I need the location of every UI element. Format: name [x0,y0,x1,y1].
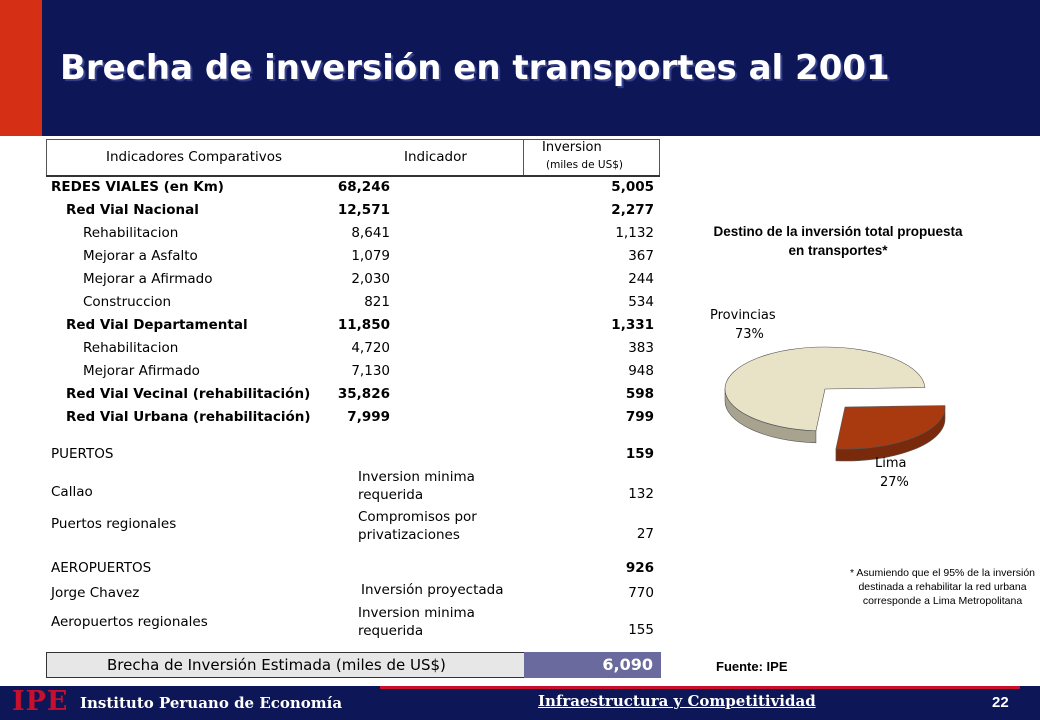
row-investment: 132 [628,486,654,502]
institute-name: Instituto Peruano de Economía [80,694,343,712]
total-label: Brecha de Inversión Estimada (miles de US$) [107,656,446,674]
footer-red-line [380,686,1020,689]
pie-category-provincias: Provincias [710,308,776,323]
row-label: Aeropuertos regionales [51,614,208,630]
row-investment: 2,277 [611,202,654,218]
row-indicator: 35,826 [337,386,390,402]
page-number: 22 [992,694,1009,711]
footer-band [0,686,1040,720]
row-indicator-line2: requerida [358,623,424,639]
row-investment: 383 [628,340,654,356]
row-label: PUERTOS [51,446,114,462]
row-label: Puertos regionales [51,516,177,532]
row-indicator: 2,030 [351,271,390,287]
col-header-inversion-unit: (miles de US$) [546,159,624,171]
row-label: Callao [51,484,93,500]
row-label: Jorge Chavez [51,585,140,601]
row-indicator: 821 [364,294,390,310]
row-indicator-line2: requerida [358,487,424,503]
col-header-indicador: Indicador [404,149,467,165]
row-label: Red Vial Vecinal (rehabilitación) [66,386,311,402]
footnote: * Asumiendo que el 95% de la inversión destinada a rehabilitar la red urbana corresponde a Lima Metropolitana [849,567,1036,607]
row-label: Mejorar a Asfalto [83,248,198,264]
row-indicator-line1: Inversion minima [358,605,475,621]
col-header-indicadores: Indicadores Comparativos [106,149,283,165]
row-investment: 534 [628,294,654,310]
row-indicator: 12,571 [337,202,390,218]
row-label: Rehabilitacion [83,340,179,356]
row-indicator: Inversión proyectada [361,582,504,598]
row-investment: 5,005 [611,179,654,195]
row-indicator: 4,720 [351,340,390,356]
ipe-logo: IPE [12,686,69,717]
row-indicator: 8,641 [351,225,390,241]
row-indicator: 7,130 [351,363,390,379]
section-name: Infraestructura y Competitividad [538,692,816,710]
row-label: AEROPUERTOS [51,560,152,576]
row-indicator-line1: Compromisos por [358,509,477,525]
row-investment: 1,331 [611,317,654,333]
row-investment: 155 [628,622,654,638]
row-indicator: 7,999 [347,409,390,425]
pie-category-lima: Lima [875,456,907,471]
row-label: Red Vial Urbana (rehabilitación) [66,409,311,425]
row-investment: 1,132 [615,225,654,241]
pie-percent-lima: 27% [880,475,909,490]
row-investment: 159 [625,446,654,462]
row-label: Construccion [83,294,172,310]
row-investment: 598 [625,386,654,402]
chart-title-line1: Destino de la inversión total propuesta [713,224,963,239]
row-indicator-line2: privatizaciones [358,527,460,543]
pie-slice-lima [836,406,945,449]
row-indicator: 68,246 [337,179,390,195]
row-investment: 948 [628,363,654,379]
source-label: Fuente: IPE [716,659,788,674]
row-indicator: 11,850 [337,317,390,333]
row-investment: 770 [628,585,654,601]
row-indicator: 1,079 [351,248,390,264]
col-header-inversion: Inversion [542,140,602,155]
row-investment: 799 [625,409,654,425]
row-investment: 27 [636,526,654,542]
row-label: REDES VIALES (en Km) [51,179,224,195]
row-label: Red Vial Nacional [66,202,199,218]
row-investment: 926 [625,560,654,576]
pie-label-provincias [710,306,776,344]
chart-title-line2: en transportes* [788,243,888,258]
row-indicator-line1: Inversion minima [358,469,475,485]
row-label: Mejorar a Afirmado [83,271,213,287]
pie-percent-provincias: 73% [735,327,764,342]
row-label: Rehabilitacion [83,225,179,241]
row-label: Mejorar Afirmado [83,363,200,379]
row-investment: 367 [628,248,654,264]
row-investment: 244 [628,271,654,287]
page-title: Brecha de inversión en transportes al 2001 [60,48,890,88]
pie-label-lima [875,454,909,492]
total-value: 6,090 [524,652,661,678]
row-label: Red Vial Departamental [66,317,248,333]
